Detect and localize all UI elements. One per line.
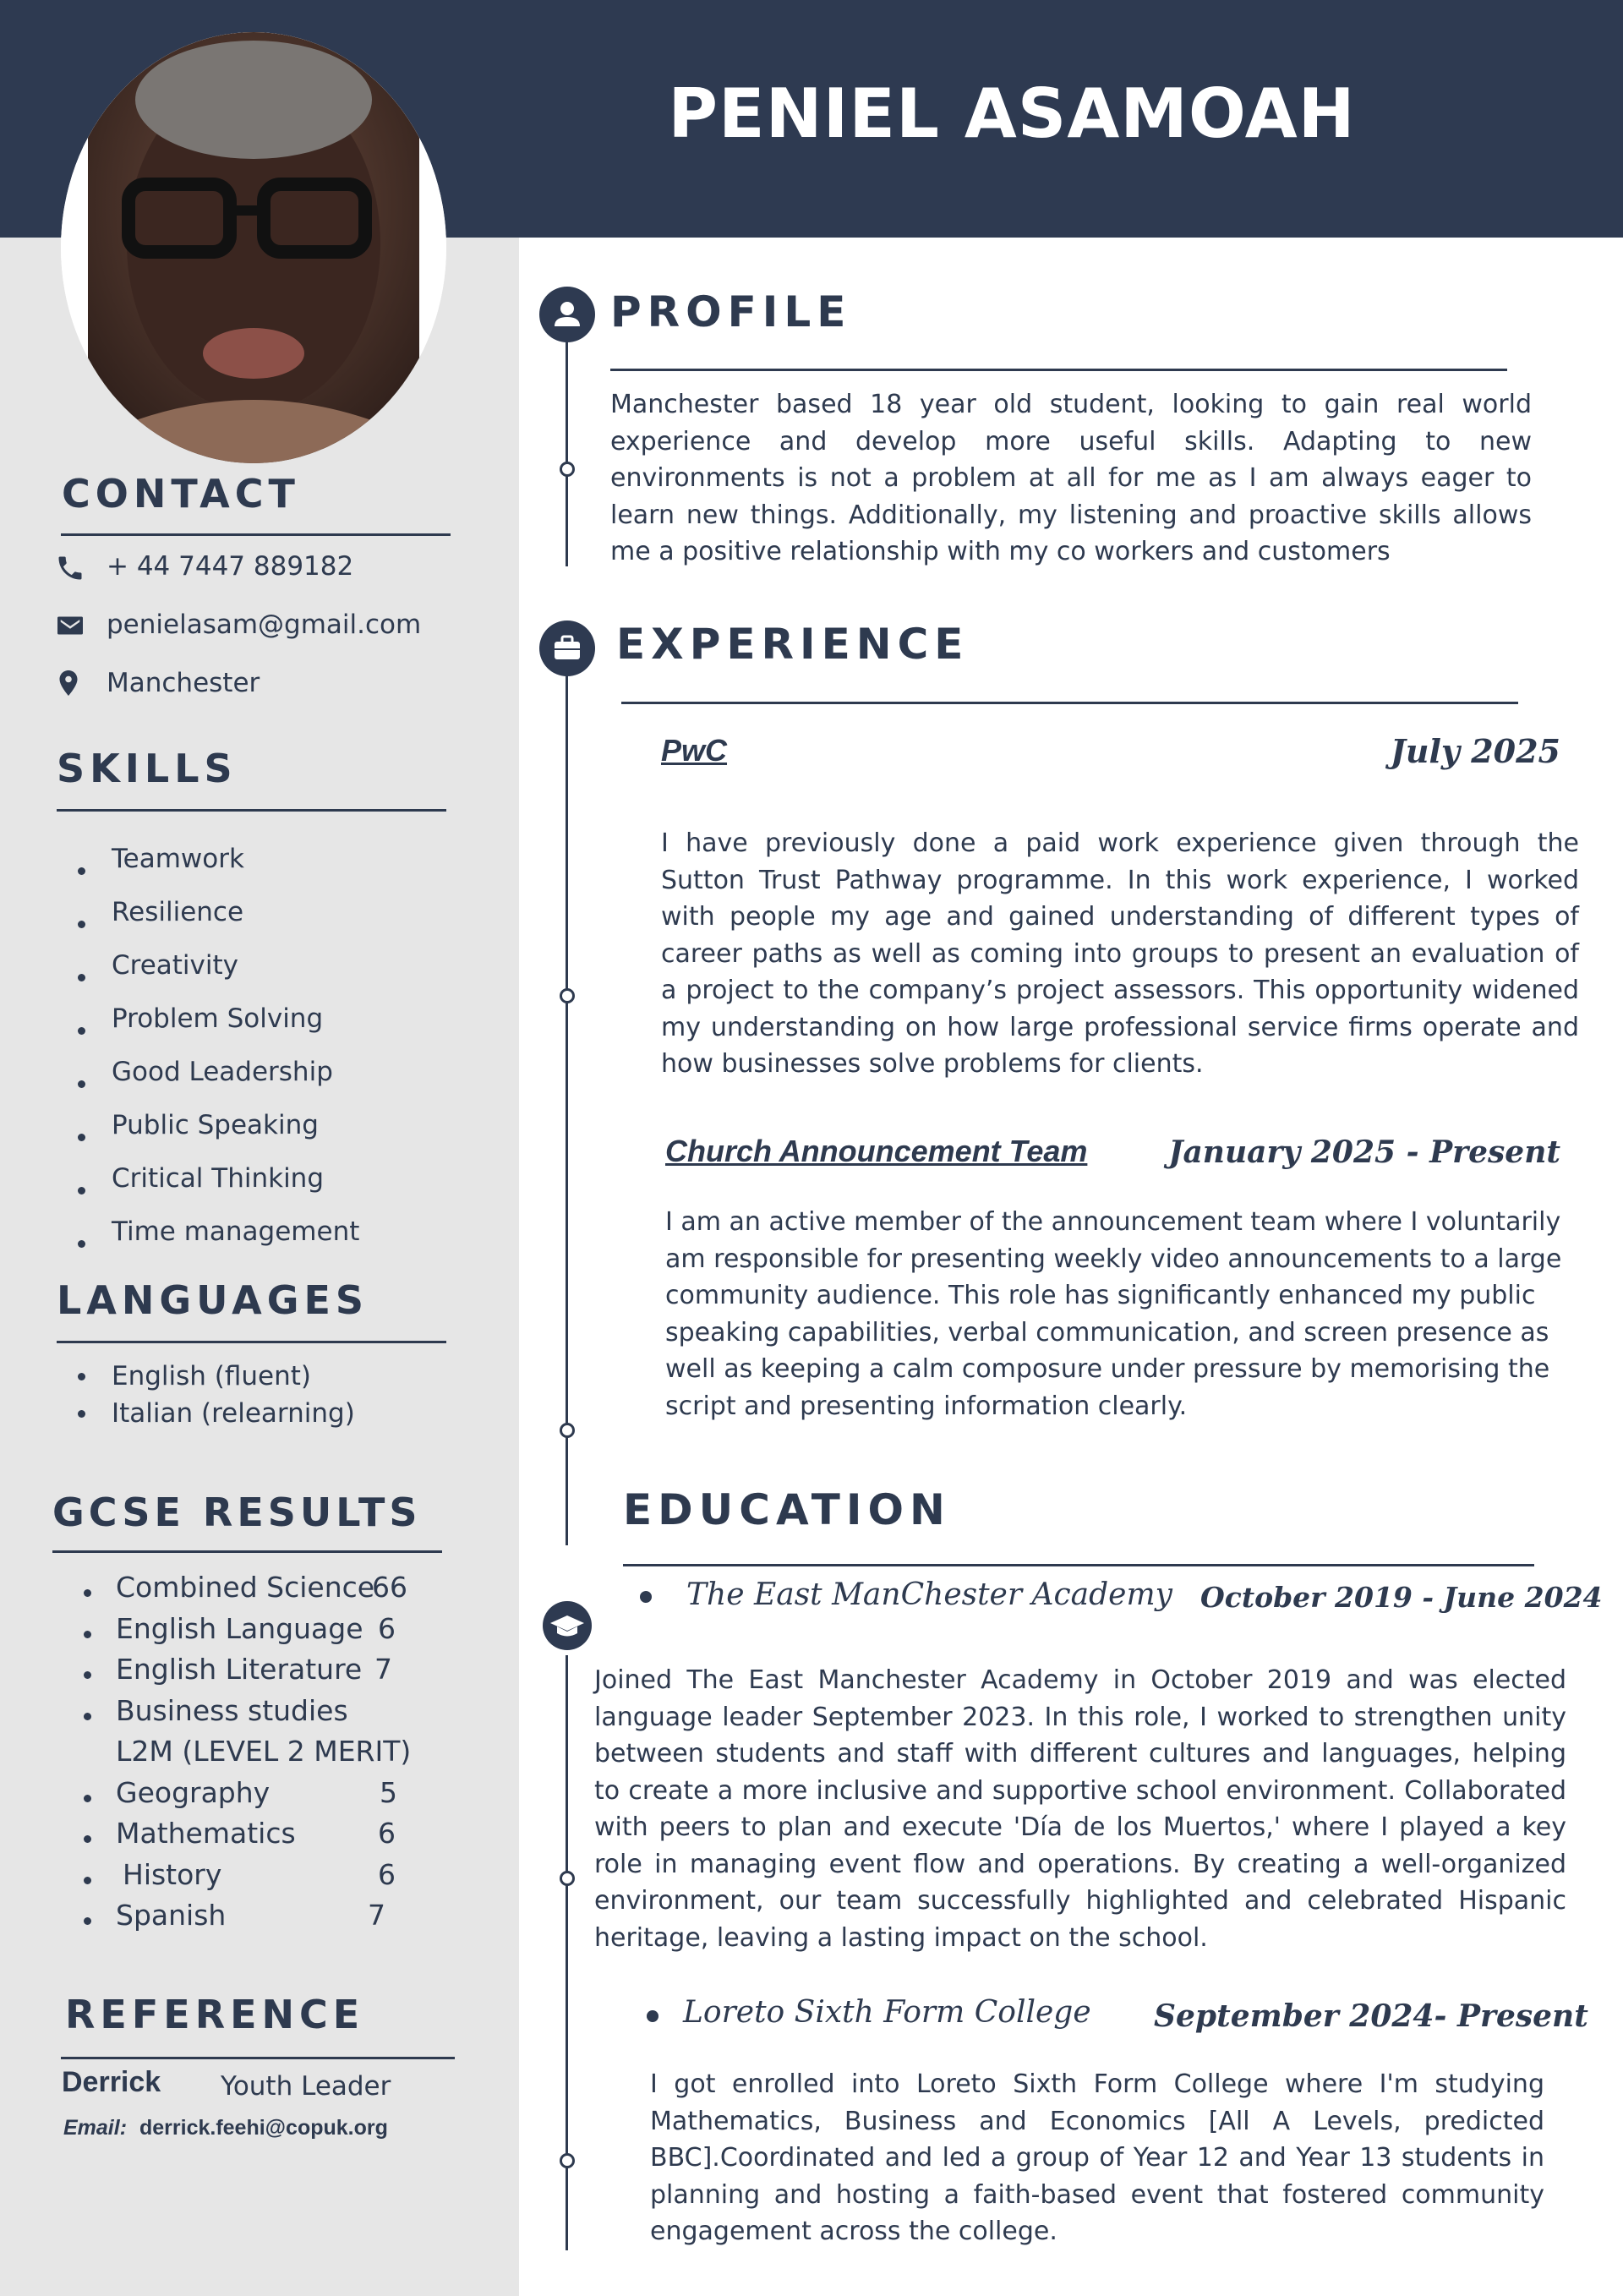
language-item: English (fluent) — [54, 1358, 355, 1395]
timeline-node — [560, 988, 575, 1003]
school-date: September 2024- Present — [1154, 1998, 1588, 2034]
experience-divider — [621, 702, 1518, 704]
skill-item: Creativity — [54, 950, 359, 1003]
skills-divider — [57, 809, 446, 812]
reference-heading: REFERENCE — [65, 1992, 365, 2037]
gcse-row: Geography 5 — [53, 1776, 434, 1817]
gcse-row: Combined Science 66 — [53, 1571, 434, 1611]
phone-icon — [55, 553, 85, 583]
skill-item: Critical Thinking — [54, 1163, 359, 1216]
experience-heading: EXPERIENCE — [616, 620, 970, 669]
profile-heading: PROFILE — [610, 287, 852, 336]
profile-photo — [61, 32, 446, 463]
job-org: Church Announcement Team — [665, 1134, 1088, 1168]
reference-name: Derrick — [62, 2066, 161, 2098]
school-bullet — [647, 2010, 658, 2022]
contact-location: Manchester — [107, 668, 260, 698]
gcse-row: Mathematics 6 — [53, 1817, 434, 1857]
mail-icon — [55, 610, 85, 641]
timeline-node — [560, 1423, 575, 1438]
gcse-row: English Language 6 — [53, 1612, 434, 1653]
reference-email-line — [63, 2116, 388, 2140]
skill-item: Teamwork — [54, 844, 359, 897]
skill-item: Resilience — [54, 897, 359, 950]
user-icon — [539, 287, 595, 342]
reference-email-label: Email: — [63, 2116, 128, 2140]
education-divider — [623, 1564, 1534, 1566]
timeline-node — [560, 2153, 575, 2168]
skill-item: Public Speaking — [54, 1110, 359, 1163]
profile-divider — [610, 369, 1507, 371]
contact-email: penielasam@gmail.com — [107, 610, 422, 640]
education-heading: EDUCATION — [623, 1485, 951, 1534]
skills-heading: SKILLS — [57, 746, 238, 791]
gcse-divider — [52, 1550, 442, 1553]
gcse-row: Spanish 7 — [53, 1899, 434, 1939]
job-text: I am an active member of the announcement team where I voluntarily am responsible for presenting weekly video announcements to a large community audience. This role has significantly enhanced my public speaking capabilities, verbal communication, and screen presence as well as keeping a calm composure under pressure by memorising the script and presenting information clearly. — [665, 1207, 1562, 1421]
skill-item: Problem Solving — [54, 1003, 359, 1057]
graduation-cap-icon — [543, 1601, 592, 1650]
languages-heading: LANGUAGES — [57, 1277, 369, 1323]
job-org: PwC — [661, 733, 728, 768]
contact-heading: CONTACT — [62, 471, 300, 517]
gcse-row: History 6 — [53, 1858, 434, 1899]
timeline-line — [566, 314, 568, 566]
gcse-row: L2M (LEVEL 2 MERIT) — [116, 1735, 412, 1768]
languages-divider — [57, 1341, 446, 1343]
briefcase-icon — [539, 620, 595, 676]
reference-email: derrick.feehi@copuk.org — [139, 2116, 388, 2140]
skills-list — [54, 844, 359, 1270]
profile-text: Manchester based 18 year old student, looking to gain real world experience and develop more useful skills. Adapting to new environments is not a problem at all for me as I am always eager to learn new things. Additionally, my listening and proactive skills allows me a positive relationship with my co workers and customers — [610, 390, 1532, 566]
reference-role: Youth Leader — [221, 2071, 391, 2102]
school-bullet — [640, 1591, 652, 1603]
school-name: Loreto Sixth Form College — [683, 1995, 1091, 2030]
job-date: July 2025 — [1390, 732, 1560, 770]
school-date: October 2019 - June 2024 — [1200, 1581, 1603, 1614]
location-pin-icon — [53, 668, 84, 698]
timeline-line — [566, 664, 568, 1545]
job-text: I have previously done a paid work experience given through the Sutton Trust Pathway programme. In this work experience, I worked with people my age and gained understanding of different types of career paths as well as coming into groups to present an evaluation of a project to the company’s project assessors. This opportunity widened my understanding on how large professional service firms operate and how businesses solve problems for clients. — [661, 828, 1579, 1079]
candidate-name: PENIEL ASAMOAH — [668, 74, 1356, 153]
gcse-heading: GCSE RESULTS — [52, 1490, 422, 1535]
skill-item: Time management — [54, 1216, 359, 1270]
skill-item: Good Leadership — [54, 1057, 359, 1110]
timeline-node — [560, 462, 575, 477]
gcse-row: English Literature 7 — [53, 1653, 434, 1693]
job-date: January 2025 - Present — [1168, 1134, 1560, 1170]
contact-divider — [61, 533, 451, 536]
gcse-row: Business studies — [53, 1694, 434, 1735]
school-name: The East ManChester Academy — [686, 1577, 1172, 1612]
languages-list — [54, 1358, 355, 1432]
timeline-node — [560, 1871, 575, 1886]
reference-divider — [61, 2057, 455, 2059]
school-text: Joined The East Manchester Academy in October 2019 and was elected language leader September 2023. In this role, I worked to strengthen unity between students and staff with different cultures and languages, helping to create a more inclusive and supportive school environment. Collaborated with peers to plan and execute 'Día de los Muertos,' where I played a key role in managing event flow and operations. By creating a well-organized environment, our team successfully highlighted and celebrated Hispanic heritage, leaving a lasting impact on the school. — [594, 1665, 1566, 1953]
contact-phone: + 44 7447 889182 — [107, 551, 354, 582]
school-text: I got enrolled into Loreto Sixth Form College where I'm studying Mathematics, Business and Economics [All A Levels, predicted BBC].Coordinated and led a group of Year 12 and Year 13 students in planning and hosting a faith-based event that fostered community engagement across the college. — [650, 2069, 1544, 2246]
language-item: Italian (relearning) — [54, 1395, 355, 1432]
